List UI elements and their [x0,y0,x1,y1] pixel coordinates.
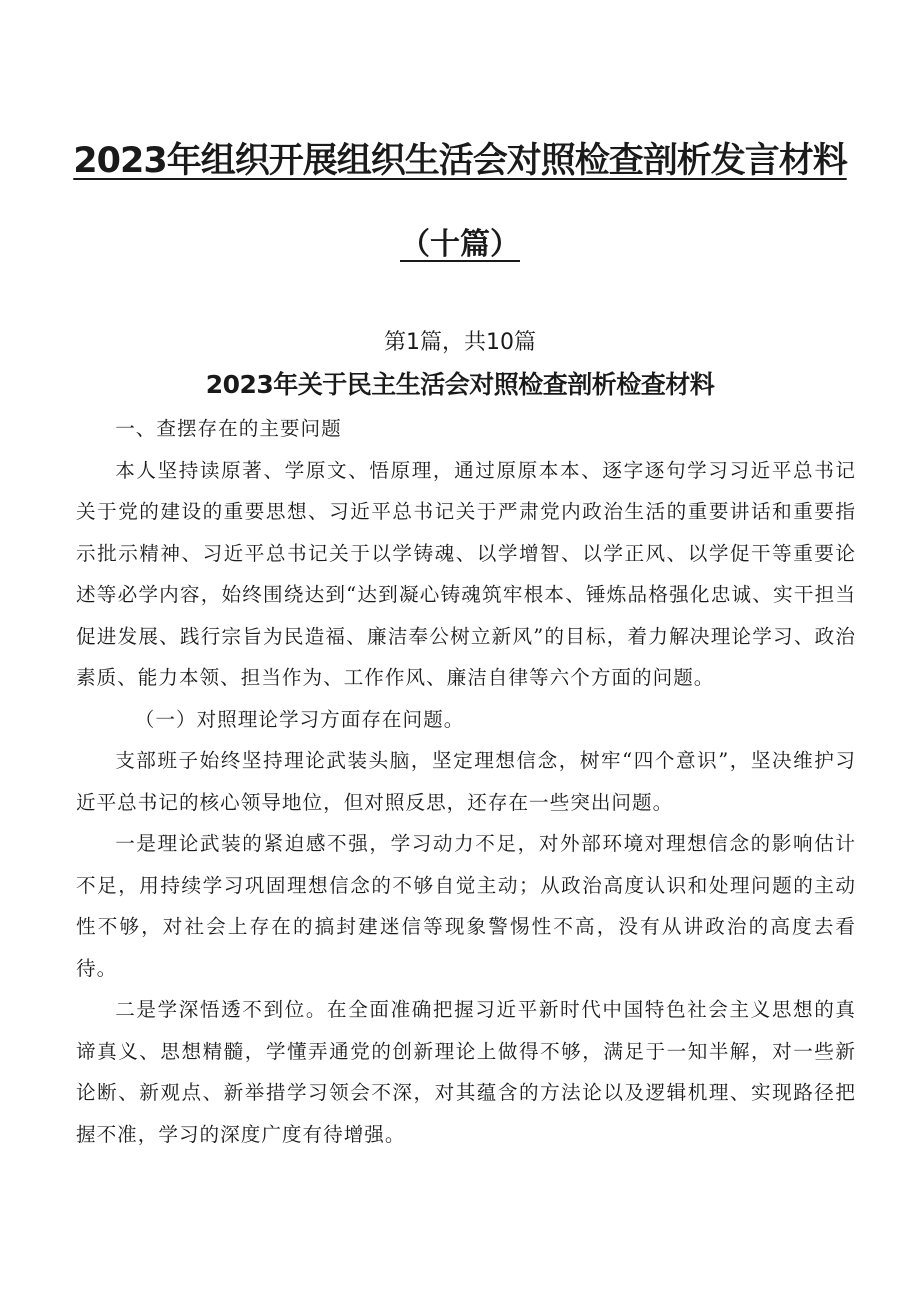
section-heading: 一、查摆存在的主要问题 [115,417,342,440]
document-title: 2023年组织开展组织生活会对照检查剖析发言材料 [73,141,847,181]
body-paragraph: 支部班子始终坚持理论武装头脑，坚定理想信念，树牢“四个意识”，坚决维护习近平总书记的核心领导地位，但对照反思，还存在一些突出问题。 [76,749,856,814]
document-subtitle: （十篇） [400,227,520,262]
part-title: 2023年关于民主生活会对照检查剖析检查材料 [205,370,715,399]
document-body [76,408,856,1155]
subsection-heading: （一）对照理论学习方面存在问题。 [134,707,465,731]
body-paragraph: 一是理论武装的紧迫感不强，学习动力不足，对外部环境对理想信念的影响估计不足，用持续学习巩固理想信念的不够自觉主动；从政治高度认识和处理问题的主动性不够，对社会上存在的搞封建迷信等现象警惕性不高，没有从讲政治的高度去看待。 [76,832,856,980]
part-label: 第1篇，共10篇 [384,330,536,355]
body-paragraph: 本人坚持读原著、学原文、悟原理，通过原原本本、逐字逐句学习习近平总书记关于党的建设的重要思想、习近平总书记关于严肃党内政治生活的重要讲话和重要指示批示精神、习近平总书记关于以学铸魂、以学增智、以学正风、以学促干等重要论述等必学内容，始终围绕达到“达到凝心铸魂筑牢根本、锤炼品格强化忠诚、实干担当促进发展、践行宗旨为民造福、廉洁奉公树立新风”的目标，着力解决理论学习、政治素质、能力本领、担当作为、工作作风、廉洁自律等六个方面的问题。 [76,458,856,689]
body-paragraph: 二是学深悟透不到位。在全面准确把握习近平新时代中国特色社会主义思想的真谛真义、思想精髓，学懂弄通党的创新理论上做得不够，满足于一知半解，对一些新论断、新观点、新举措学习领会不深，对其蕴含的方法论以及逻辑机理、实现路径把握不准，学习的深度广度有待增强。 [76,998,856,1146]
